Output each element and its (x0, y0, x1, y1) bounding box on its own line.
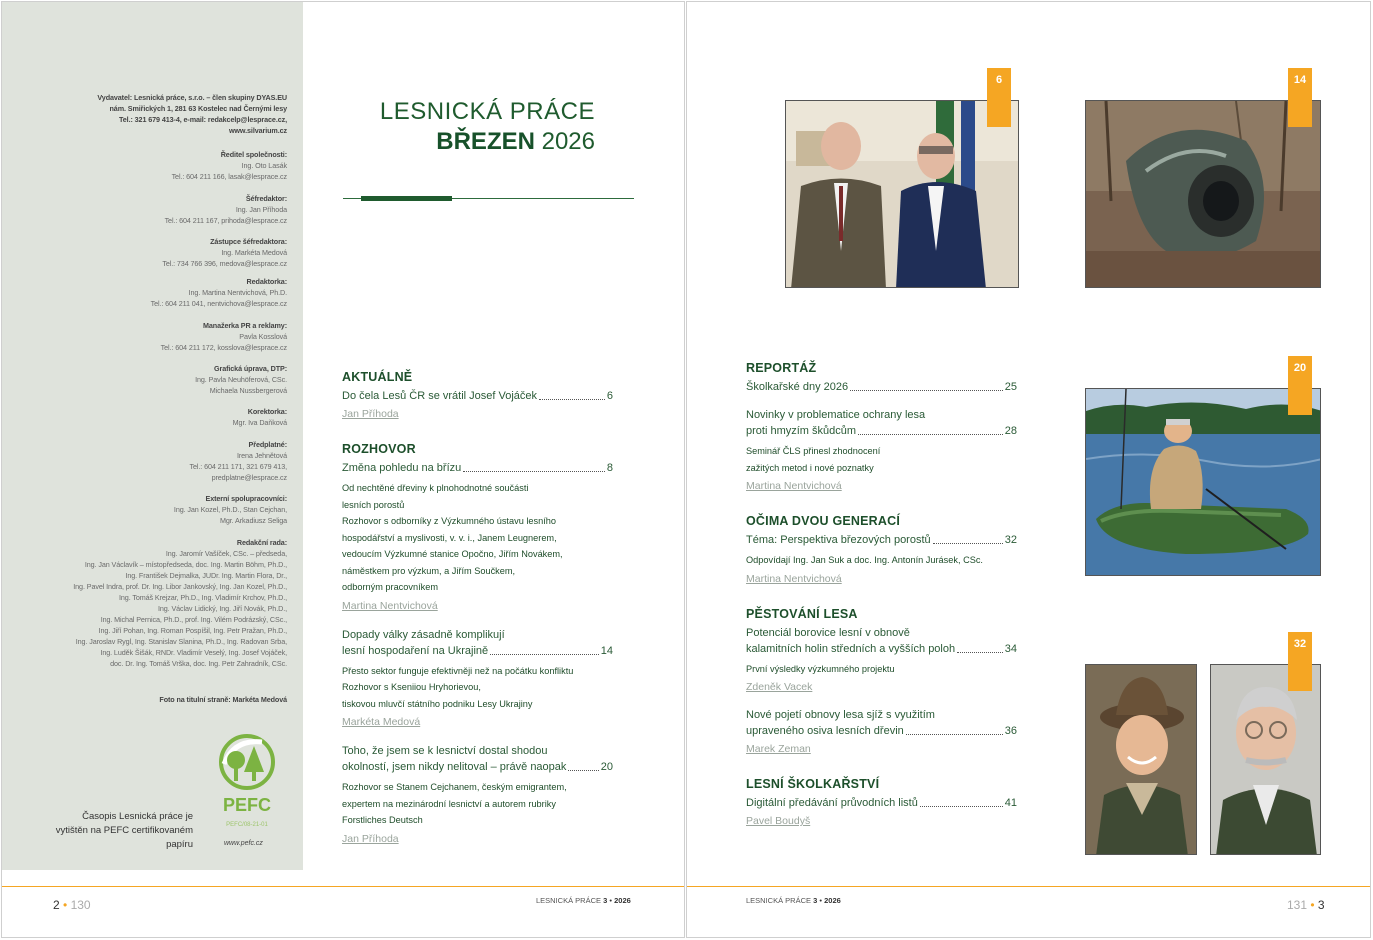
imprint-line: Vydavatel: Lesnická práce, s.r.o. – člen skupiny DYAS.EU (97, 93, 287, 102)
footer-rule-right (687, 886, 1370, 887)
toc-right-column (746, 361, 1017, 829)
footer-magazine-name: LESNICKÁ PRÁCE (746, 896, 812, 905)
article-title-text: Novinky v problematice ochrany lesa (746, 409, 926, 421)
page-badge: 20 (1288, 356, 1312, 415)
article-title[interactable] (342, 643, 613, 659)
page-badge: 6 (987, 68, 1011, 127)
footer-year: 2026 (614, 896, 631, 905)
toc-entry[interactable] (746, 379, 1017, 395)
article-author[interactable]: Markéta Medová (342, 716, 421, 728)
leader-dots (906, 734, 1003, 735)
page-ref: 8 (606, 462, 613, 474)
article-title-text: Digitální předávání průvodních listů (746, 797, 918, 809)
pefc-caption-line: vytištěn na PEFC certifikovaném (55, 825, 193, 836)
pefc-logo (214, 734, 280, 834)
imprint-line: Ing. Jan Václavík – místopředseda, doc. Ing. Martin Böhm, Ph.D., (84, 560, 287, 569)
article-author[interactable]: Martina Nentvichová (746, 480, 842, 492)
article-description: lesních porostů (342, 499, 405, 510)
pefc-logo-text: PEFC (222, 795, 272, 815)
article-title-text: Potenciál borovice lesní v obnově (746, 626, 910, 639)
page-ref: 32 (1004, 534, 1017, 546)
imprint-block (2, 439, 287, 483)
imprint-line: Tel.: 604 211 171, 321 679 413, (189, 462, 287, 471)
separator-dot: • (1310, 898, 1315, 912)
issue-date (360, 128, 595, 156)
article-author[interactable]: Pavel Boudyš (746, 815, 811, 827)
page-number-left (53, 898, 91, 912)
article-description: náměstkem pro výzkum, a Jiřím Součkem, (342, 565, 516, 576)
article-title-text: Do čela Lesů ČR se vrátil Josef Vojáček (342, 390, 538, 402)
running-page: 131 (1287, 898, 1308, 912)
article-title[interactable] (342, 627, 613, 643)
section-heading: LESNÍ ŠKOLKAŘSTVÍ (746, 777, 880, 791)
leader-dots (568, 770, 598, 771)
pefc-caption-line: papíru (166, 839, 193, 850)
article-description: odborným pracovníkem (342, 582, 439, 592)
toc-entry[interactable] (342, 627, 613, 731)
separator-dot: • (63, 898, 68, 912)
imprint-block (2, 694, 287, 705)
article-author[interactable]: Marek Zeman (746, 743, 811, 755)
article-description: vedoucím Výzkumné stanice Opočno, Jiřím Novákem, (342, 549, 563, 559)
imprint-line: Ing. Jan Kozel, Ph.D., Stan Cejchan, (173, 505, 287, 514)
imprint-block (2, 193, 287, 226)
toc-entry[interactable] (746, 407, 1017, 494)
imprint-heading: Redaktorka: (246, 277, 287, 286)
article-description: expertem na mezinárodní lesnictví a autorem rubriky (342, 798, 556, 809)
article-title-text: Toho, že jsem se k lesnictví dostal shodou (342, 745, 548, 757)
photo-wreck (1085, 100, 1321, 288)
imprint-heading: Grafická úprava, DTP: (214, 364, 287, 373)
toc-entry[interactable] (746, 707, 1017, 757)
article-title[interactable] (342, 759, 613, 775)
imprint-line: Ing. Pavla Neuhöferová, CSc. (195, 375, 287, 384)
article-author[interactable]: Jan Příhoda (342, 832, 399, 845)
pefc-caption-line: Časopis Lesnická práce je (82, 811, 193, 822)
footer-year: 2026 (824, 896, 841, 905)
imprint-heading: Korektorka: (247, 407, 287, 416)
imprint-line: Tel.: 604 211 041, nentvichova@lesprace.cz (150, 299, 287, 308)
imprint-line: Ing. František Dejmalka, JUDr. Ing. Martin Flora, Dr., (125, 571, 287, 580)
article-title[interactable] (746, 723, 1017, 739)
article-author[interactable]: Martina Nentvichová (342, 599, 438, 612)
imprint-line: Ing. Jaroslav Rygl, Ing. Stanislav Slanina, Ph.D., Ing. Radovan Srba, (75, 637, 287, 646)
article-title[interactable] (746, 379, 1017, 395)
running-page: 130 (70, 898, 91, 912)
photo-boat (1085, 388, 1321, 576)
imprint-line: Ing. Markéta Medová (221, 248, 287, 257)
toc-entry[interactable] (342, 388, 613, 422)
article-title-text: proti hmyzím škůdcům (746, 425, 857, 437)
article-author[interactable]: Martina Nentvichová (746, 572, 842, 585)
imprint-line: Ing. Jiří Pohan, Ing. Roman Pospíšil, Ing. Petr Pražan, Ph.D., (98, 626, 287, 635)
footer-issue: 3 (813, 896, 818, 905)
pefc-website: www.pefc.cz (224, 840, 263, 847)
page-ref: 34 (1004, 642, 1017, 655)
leader-dots (490, 654, 599, 655)
imprint-heading: Ředitel společnosti: (220, 150, 287, 159)
imprint-heading: Manažerka PR a reklamy: (203, 321, 287, 330)
article-title[interactable] (342, 388, 613, 404)
imprint-line: nám. Smiřických 1, 281 63 Kostelec nad Černými lesy (109, 104, 287, 113)
article-title[interactable] (746, 423, 1017, 439)
imprint-block (2, 149, 287, 182)
imprint-heading: Externí spolupracovníci: (205, 494, 287, 503)
page-ref: 41 (1004, 797, 1017, 809)
article-description: Odpovídají Ing. Jan Suk a doc. Ing. Antonín Jurásek, CSc. (746, 555, 983, 565)
page-number: 2 (53, 898, 60, 912)
page-ref: 14 (600, 644, 613, 657)
article-description: hospodářství a myslivosti, v. v. i., Janem Leugnerem, (342, 532, 557, 543)
footer-issue: 3 (603, 896, 608, 905)
page-badge: 32 (1288, 632, 1312, 691)
imprint-block (2, 406, 287, 428)
page-number: 3 (1317, 898, 1325, 912)
toc-entry[interactable] (746, 532, 1017, 587)
article-title[interactable] (342, 743, 613, 759)
article-title[interactable] (746, 407, 1017, 423)
imprint-line: www.silvarium.cz (228, 126, 287, 135)
imprint-line: Tel.: 604 211 166, lasak@lesprace.cz (171, 172, 287, 181)
imprint-heading: Foto na titulní straně: Markéta Medová (159, 695, 287, 704)
article-description: Od nechtěné dřeviny k plnohodnotné součásti (342, 483, 529, 493)
imprint-block (2, 92, 287, 136)
article-author[interactable]: Jan Příhoda (342, 408, 399, 420)
imprint-block (2, 320, 287, 353)
article-description: Přesto sektor funguje efektivněji než na počátku konfliktu (342, 665, 574, 676)
page-ref: 36 (1004, 725, 1017, 737)
photo-officials (785, 100, 1019, 288)
imprint-line: Ing. Michal Pernica, Ph.D., prof. Ing. Vilém Podrázský, CSc., (100, 615, 287, 624)
article-description: Rozhovor s Kseniiou Hryhorievou, (342, 682, 481, 692)
leader-dots (933, 543, 1003, 544)
article-title-text: lesní hospodaření na Ukrajině (342, 644, 489, 657)
pefc-logo-sub: PEFC/08-21-01 (226, 822, 268, 828)
imprint-line: Tel.: 604 211 172, kosslova@lesprace.cz (160, 343, 287, 352)
leader-dots (858, 434, 1003, 435)
imprint-line: predplatne@lesprace.cz (211, 473, 287, 482)
footer-magazine-right: LESNICKÁ PRÁCE 3 • 2026 (746, 896, 841, 905)
article-title-text: Nové pojetí obnovy lesa sjíž s využitím (746, 709, 935, 721)
imprint-block (2, 493, 287, 526)
page-ref: 28 (1004, 425, 1017, 437)
photo-man-glasses (1210, 664, 1321, 855)
article-description: Rozhovor s odborníky z Výzkumného ústavu lesního (342, 516, 556, 526)
imprint-line: Tel.: 321 679 413-4, e-mail: redakcelp@lesprace.cz, (119, 115, 287, 124)
imprint-line: Pavla Kosslová (239, 332, 287, 341)
article-title-text: upraveného osiva lesních dřevin (746, 725, 904, 737)
article-description: Seminář ČLS přinesl zhodnocení (746, 446, 881, 456)
article-title-text: Změna pohledu na břízu (342, 462, 462, 474)
imprint-block (2, 363, 287, 396)
article-description: Rozhovor se Stanem Cejchanem, českým emigrantem, (342, 782, 567, 792)
imprint-heading: Šéfredaktor: (245, 194, 287, 203)
article-title[interactable] (746, 795, 1017, 811)
footer-magazine-left: LESNICKÁ PRÁCE 3 • 2026 (536, 896, 631, 905)
issue-month: BŘEZEN (436, 128, 535, 155)
page-badge: 14 (1288, 68, 1312, 127)
imprint-line: Ing. Pavel Indra, prof. Dr. Ing. Libor Jankovský, Ing. Jan Kozel, Ph.D., (73, 582, 287, 591)
imprint-line: Mgr. Arkadiusz Seliga (219, 516, 287, 525)
imprint-line: Mgr. Iva Daňková (232, 418, 287, 427)
imprint-line: Ing. Jaromír Vašíček, CSc. – předseda, (165, 549, 287, 558)
article-title-text: okolností, jsem nikdy nelitoval – právě naopak (342, 761, 567, 773)
footer-magazine-name: LESNICKÁ PRÁCE (536, 896, 602, 905)
article-title[interactable] (746, 707, 1017, 723)
section-heading: AKTUÁLNĚ (342, 370, 413, 384)
imprint-line: Tel.: 604 211 167, prihoda@lesprace.cz (164, 216, 287, 225)
leader-dots (957, 652, 1003, 653)
issue-year: 2026 (541, 128, 595, 155)
pefc-caption (40, 810, 193, 852)
article-title[interactable] (746, 641, 1017, 657)
leader-dots (920, 806, 1003, 807)
imprint-line: Ing. Martina Nentvichová, Ph.D. (188, 288, 287, 297)
section-heading: PĚSTOVÁNÍ LESA (746, 606, 858, 621)
imprint-block (2, 276, 287, 309)
imprint-block (2, 537, 287, 669)
section-heading: REPORTÁŽ (746, 361, 817, 375)
photo-man-hat (1085, 664, 1197, 855)
imprint-line: doc. Dr. Ing. Tomáš Vrška, doc. Ing. Petr Zahradník, CSc. (110, 659, 287, 668)
imprint-line: Irena Jehnětová (236, 451, 287, 460)
imprint-block (2, 236, 287, 269)
imprint-line: Michaela Nussbergerová (209, 386, 287, 395)
page-ref: 6 (606, 390, 613, 402)
article-title-text: Téma: Perspektiva březových porostů (746, 534, 931, 546)
toc-entry[interactable] (342, 460, 613, 614)
imprint-line: Ing. Luděk Šišák, RNDr. Vladimír Veselý, Ing. Josef Vojáček, (100, 648, 287, 657)
article-description: tiskovou mluvčí státního podniku Lesy Ukrajiny (342, 698, 533, 709)
article-title[interactable] (746, 532, 1017, 548)
article-description: Forstliches Deutsch (342, 815, 423, 825)
imprint-line: Ing. Václav Lidický, Ing. Jiří Novák, Ph.D., (157, 604, 287, 613)
magazine-title: LESNICKÁ PRÁCE (379, 98, 595, 125)
article-title-text: Dopady války zásadně komplikují (342, 628, 505, 641)
section-heading: OČIMA DVOU GENERACÍ (746, 514, 901, 528)
imprint-heading: Předplatné: (248, 440, 287, 449)
toc-entry[interactable] (746, 795, 1017, 829)
masthead-accent-bar (361, 196, 452, 201)
toc-entry[interactable] (746, 625, 1017, 696)
imprint-heading: Zástupce šéfredaktora: (210, 237, 287, 246)
leader-dots (850, 390, 1003, 391)
article-title-text: kalamitních holin středních a vyšších poloh (746, 642, 956, 655)
page-number-right (1287, 898, 1325, 912)
page-ref: 20 (600, 761, 613, 773)
article-title-text: Školkařské dny 2026 (746, 381, 849, 393)
imprint-line: Ing. Oto Lasák (241, 161, 287, 170)
toc-entry[interactable] (342, 743, 613, 847)
article-description: První výsledky výzkumného projektu (746, 663, 895, 674)
article-title[interactable] (342, 460, 613, 476)
leader-dots (463, 471, 605, 472)
toc-left-column (342, 370, 613, 847)
page-ref: 25 (1004, 381, 1017, 393)
article-author[interactable]: Zdeněk Vacek (746, 681, 813, 693)
leader-dots (539, 399, 605, 400)
section-heading: ROZHOVOR (342, 442, 416, 456)
footer-rule-left (2, 886, 684, 887)
imprint-line: Tel.: 734 766 396, medova@lesprace.cz (162, 259, 287, 268)
article-title[interactable] (746, 625, 1017, 641)
article-description: zažitých metod i nové poznatky (746, 462, 874, 473)
imprint-heading: Redakční rada: (236, 538, 287, 547)
imprint-line: Ing. Jan Příhoda (235, 205, 287, 214)
imprint-line: Ing. Tomáš Krejzar, Ph.D., Ing. Vladimír Krchov, Ph.D., (119, 593, 287, 602)
